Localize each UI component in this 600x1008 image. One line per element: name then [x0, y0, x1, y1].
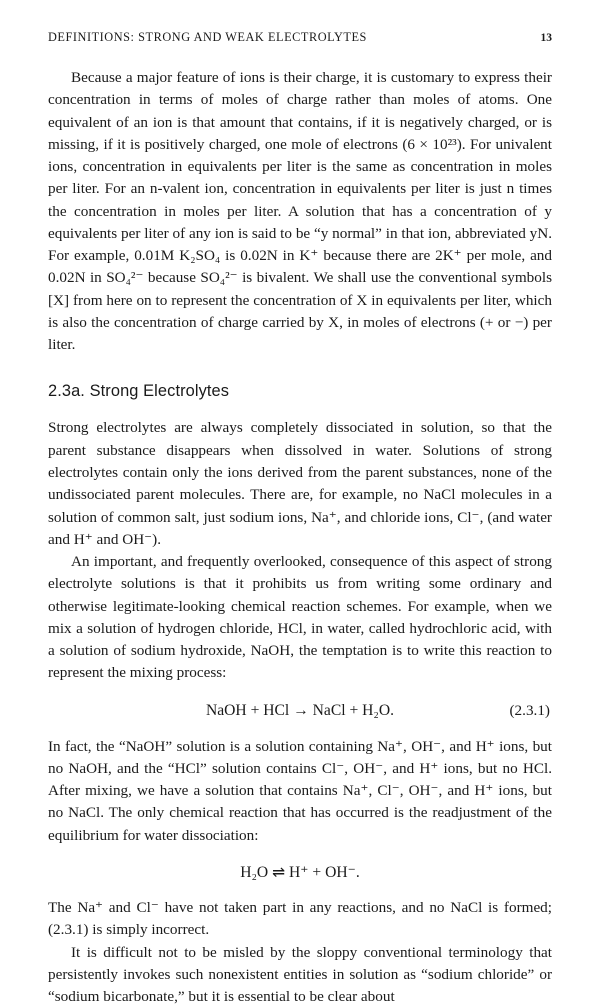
equation-1-number: (2.3.1) [510, 702, 551, 720]
running-head [48, 30, 552, 45]
paragraph-3: An important, and frequently overlooked, consequence of this aspect of strong electrolyte solutions is that it prohibits us from writing some ordinary and otherwise legitimate-looking chemical reaction schemes. For example, when we mix a solution of hydrogen chloride, HCl, in water, called hydrochloric acid, with a solution of sodium hydroxide, NaOH, the temptation is to write this reaction to represent the mixing process: [48, 551, 552, 685]
paragraph-1: Because a major feature of ions is their charge, it is customary to express their concentration in terms of moles of charge rather than moles of atoms. One equivalent of an ion is that amount that contains, if it is negatively charged, or is missing, if it is positively charged, one mole of electrons (6 × 10²³). For univalent ions, concentration in equivalents per liter is the same as concentration in moles per liter. For an n-valent ion, concentration in equivalents per liter is just n times the concentration in moles per liter. A solution that has a concentration of y equivalents per liter of any ion is said to be “y normal” in that ion, abbreviated yN. For example, 0.01M K₂SO₄ is 0.02N in K⁺ because there are 2K⁺ per mole, and 0.02N in SO₄²⁻ because SO₄²⁻ is bivalent. We shall use the conventional symbols [X] from here on to represent the concentration of X in equivalents per liter, which is also the concentration of charge carried by X, in moles of electrons (+ or −) per liter. [48, 67, 552, 356]
paragraph-2: Strong electrolytes are always completely dissociated in solution, so that the parent substance disappears when dissolved in water. Solutions of strong electrolytes contain only the ions derived from the parent substances, none of the undissociated parent molecules. There are, for example, no NaCl molecules in a solution of common salt, just sodium ions, Na⁺, and chloride ions, Cl⁻, (and water and H⁺ and OH⁻). [48, 417, 552, 551]
paragraph-6: It is difficult not to be misled by the sloppy conventional terminology that persistently invokes such nonexistent entities in solution as “sodium chloride” or “sodium bicarbonate,” but it is essential to be clear about [48, 942, 552, 1008]
page-content [48, 30, 552, 1008]
page-number: 13 [541, 32, 553, 44]
section-heading: 2.3a. Strong Electrolytes [48, 382, 552, 401]
paragraph-4: In fact, the “NaOH” solution is a solution containing Na⁺, OH⁻, and H⁺ ions, but no NaOH, and the “HCl” solution contains Cl⁻, OH⁻, and H⁺ ions, but no HCl. After mixing, we have a solution that contains Na⁺, Cl⁻, OH⁻, and H⁺ ions, but no NaCl. The only chemical reaction that has occurred is the readjustment of the equilibrium for water dissociation: [48, 736, 552, 847]
equation-2-text: H₂O ⇌ H⁺ + OH⁻. [240, 863, 360, 882]
equation-block-2 [48, 863, 552, 882]
equation-block-1 [48, 702, 552, 720]
equation-1-text: NaOH + HCl → NaCl + H₂O. [206, 702, 394, 720]
running-head-title: DEFINITIONS: STRONG AND WEAK ELECTROLYTES [48, 30, 367, 45]
paragraph-5: The Na⁺ and Cl⁻ have not taken part in any reactions, and no NaCl is formed; (2.3.1) is simply incorrect. [48, 897, 552, 942]
